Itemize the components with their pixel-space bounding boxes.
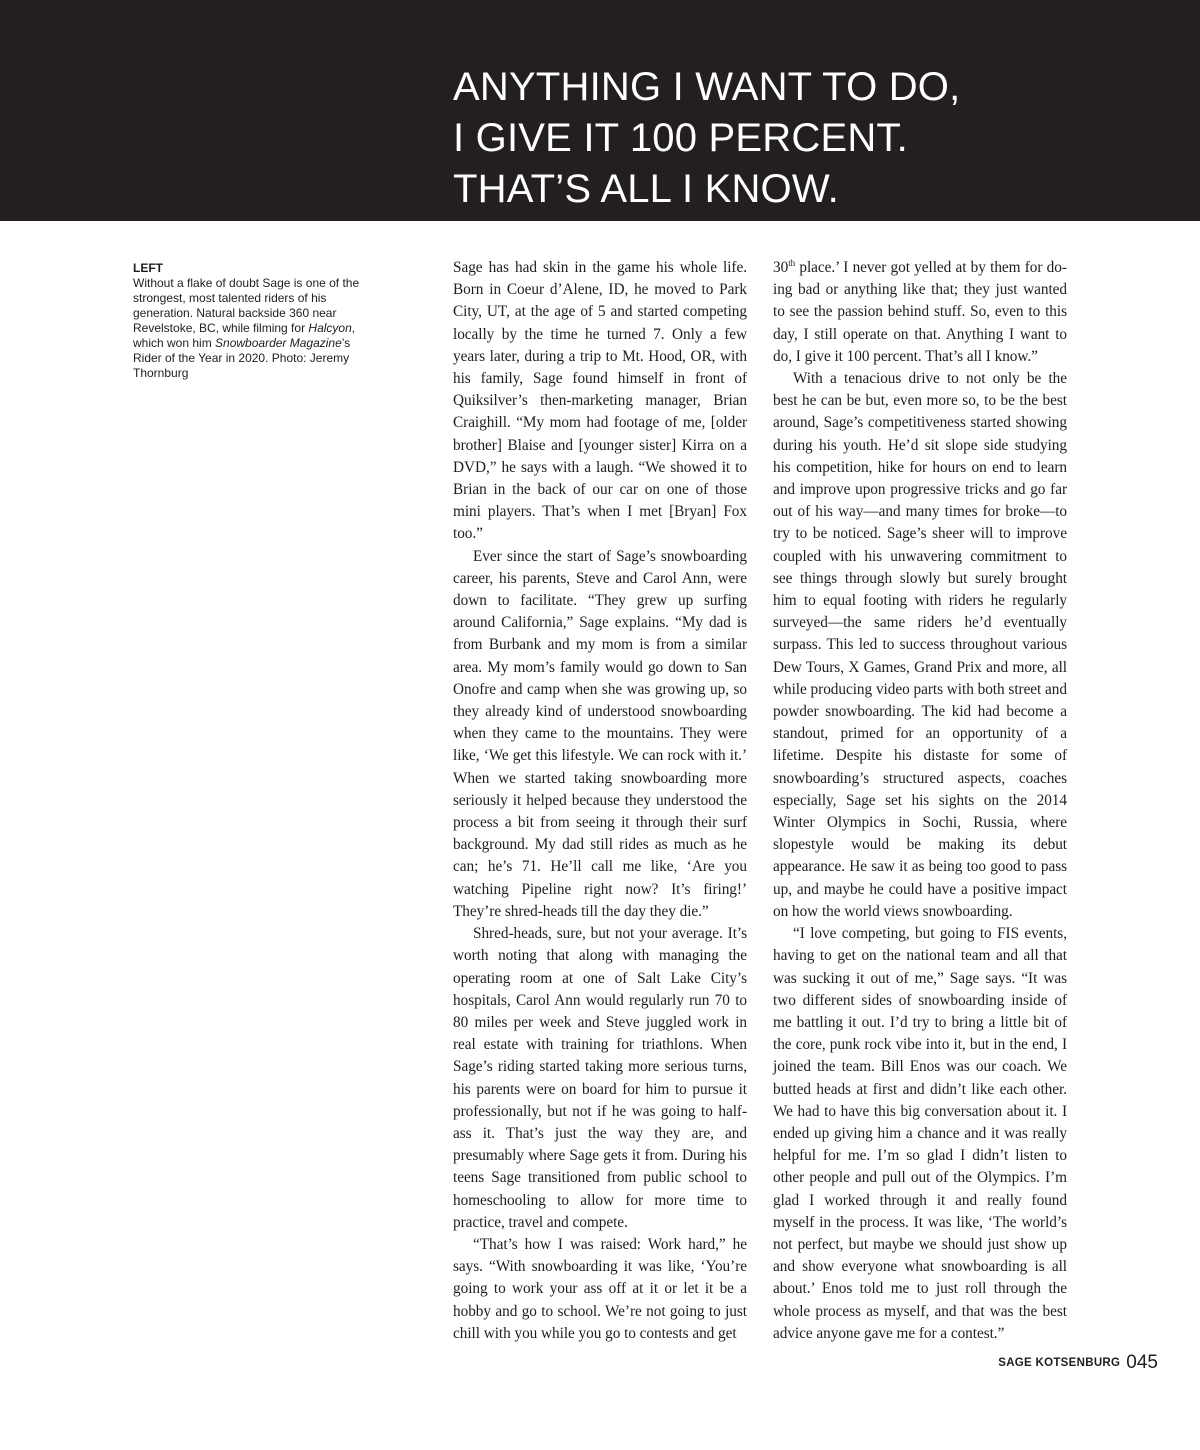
article-paragraph: With a tenacious drive to not only be the best he can be but, even more so, to be the best around, Sage’s competitiveness started showing during his youth. He’d sit slope side studying his competition, hike for hours on end to learn and improve upon progressive tricks and go far out of his way—and many times for broke—to try to be noticed. Sage’s sheer will to improve coupled with his unwavering commitment to see things through slowly but surely brought him to equal footing with riders he regularly surveyed—the same riders he’d eventually surpass. This led to success throughout various Dew Tours, X Games, Grand Prix and more, all while producing video parts with both street and powder snowboarding. The kid had become a standout, primed for an opportunity of a lifetime. Despite his distaste for some of snowboarding’s structured aspects, coaches especially, Sage set his sights on the 2014 Winter Olympics in Sochi, Russia, where slopestyle would be making its debut appearance. He saw it as being too good to pass up, and maybe he could have a positive impact on how the world views snowboarding. bbox=[773, 370, 1067, 920]
running-footer-title: SAGE KOTSENBURG bbox=[998, 1357, 1121, 1369]
article-paragraph bbox=[773, 257, 1067, 368]
article-text: place.’ I never got yelled at by them for doing bad or anything like that; they just wanted to see the passion behind stuff. So, even to this day, I still operate on that. Anything I want to do, I give it 100 percent. That’s all I know.” bbox=[773, 259, 1067, 365]
article-paragraph: Shred-heads, sure, but not your average. It’s worth noting that along with managing the operating room at one of Salt Lake City’s hospitals, Carol Ann would regularly run 70 to 80 miles per week and Steve juggled work in real estate with training for triathlons. When Sage’s riding started taking more serious turns, his parents were on board for him to pursue it professionally, but not if he was going to half-ass it. That’s just the way they are, and presumably where Sage gets it from. During his teens Sage transitioned from public school to homeschooling to allow for more time to practice, travel and compete. bbox=[453, 925, 747, 1231]
ordinal-suffix: th bbox=[788, 258, 796, 268]
caption-label: LEFT bbox=[133, 261, 163, 275]
page-footer bbox=[940, 1352, 1158, 1374]
caption-text-part: ’s Rider of the Year in 2020. Photo: Jeremy Thornburg bbox=[133, 336, 351, 380]
pull-quote-line: THAT’S ALL I KNOW. bbox=[453, 167, 839, 211]
article-column-2 bbox=[773, 257, 1067, 1345]
article-column-1 bbox=[453, 257, 747, 1345]
pull-quote-banner bbox=[0, 0, 1200, 221]
caption-text bbox=[133, 276, 361, 381]
article-paragraph: “That’s how I was raised: Work hard,” he says. “With snowboarding it was like, ‘You’re going to work your ass off at it or let it be a hobby and go to school. We’re not going to just chill with you while you go to contests and get bbox=[453, 1235, 747, 1342]
article-paragraph: Sage has had skin in the game his whole life. Born in Coeur d’Alene, ID, he moved to Park City, UT, at the age of 5 and started competing locally by the time he turned 7. Only a few years later, during a trip to Mt. Hood, OR, with his family, Sage found himself in front of Quiksilver’s then-marketing manager, Brian Craighill. “My mom had footage of me, [older brother] Blaise and [younger sister] Kirra on a DVD,” he says with a laugh. “We showed it to Brian in the back of our car on one of those mini players. That’s when I met [Bryan] Fox too.” bbox=[453, 259, 747, 543]
photo-caption bbox=[133, 261, 361, 381]
pull-quote-line: ANYTHING I WANT TO DO, bbox=[453, 65, 961, 109]
film-title: Halcyon bbox=[308, 321, 352, 335]
page-number: 045 bbox=[1126, 1352, 1158, 1373]
article-paragraph: “I love competing, but going to FIS events, having to get on the national team and all that was sucking it out of me,” Sage says. “It was two different sides of snowboarding inside of me battling it out. I’d try to bring a little bit of the core, punk rock vibe into it, but in the end, I joined the team. Bill Enos was our coach. We butted heads at first and didn’t like each other. We had to have this big conversation about it. I ended up giving him a chance and it was really helpful for me. I’m so glad I didn’t listen to other people and pull out of the Olympics. I’m glad I worked through it and really found myself in the process. It was like, ‘The world’s not perfect, but maybe we should just show up and show everyone what snowboarding is all about.’ Enos told me to just roll through the whole process as myself, and that was the best advice anyone gave me for a contest.” bbox=[773, 925, 1067, 1342]
ordinal-number: 30 bbox=[773, 259, 789, 276]
pull-quote-line: I GIVE IT 100 PERCENT. bbox=[453, 116, 908, 160]
magazine-title: Snowboarder Magazine bbox=[215, 336, 342, 350]
article-paragraph: Ever since the start of Sage’s snowboarding career, his parents, Steve and Carol Ann, were down to facilitate. “They grew up surfing around California,” Sage explains. “My dad is from Burbank and my mom is from a similar area. My mom’s family would go down to San Onofre and camp when she was growing up, so they already kind of understood snowboarding when they came to the mountains. They were like, ‘We get this lifestyle. We can rock with it.’ When we started taking snowboarding more seriously it helped because they understood the process a bit from seeing it through their surf background. My dad still rides as much as he can; he’s 71. He’ll call me like, ‘Are you watching Pipeline right now? It’s firing!’ They’re shred-heads till the day they die.” bbox=[453, 547, 747, 920]
caption-text-part: Without a flake of doubt Sage is one of the strongest, most talented riders of his generation. Natural backside 360 near Revelstoke, BC, while filming for bbox=[133, 276, 360, 335]
pull-quote bbox=[453, 62, 960, 215]
caption-text-part: , which won him bbox=[133, 321, 356, 350]
